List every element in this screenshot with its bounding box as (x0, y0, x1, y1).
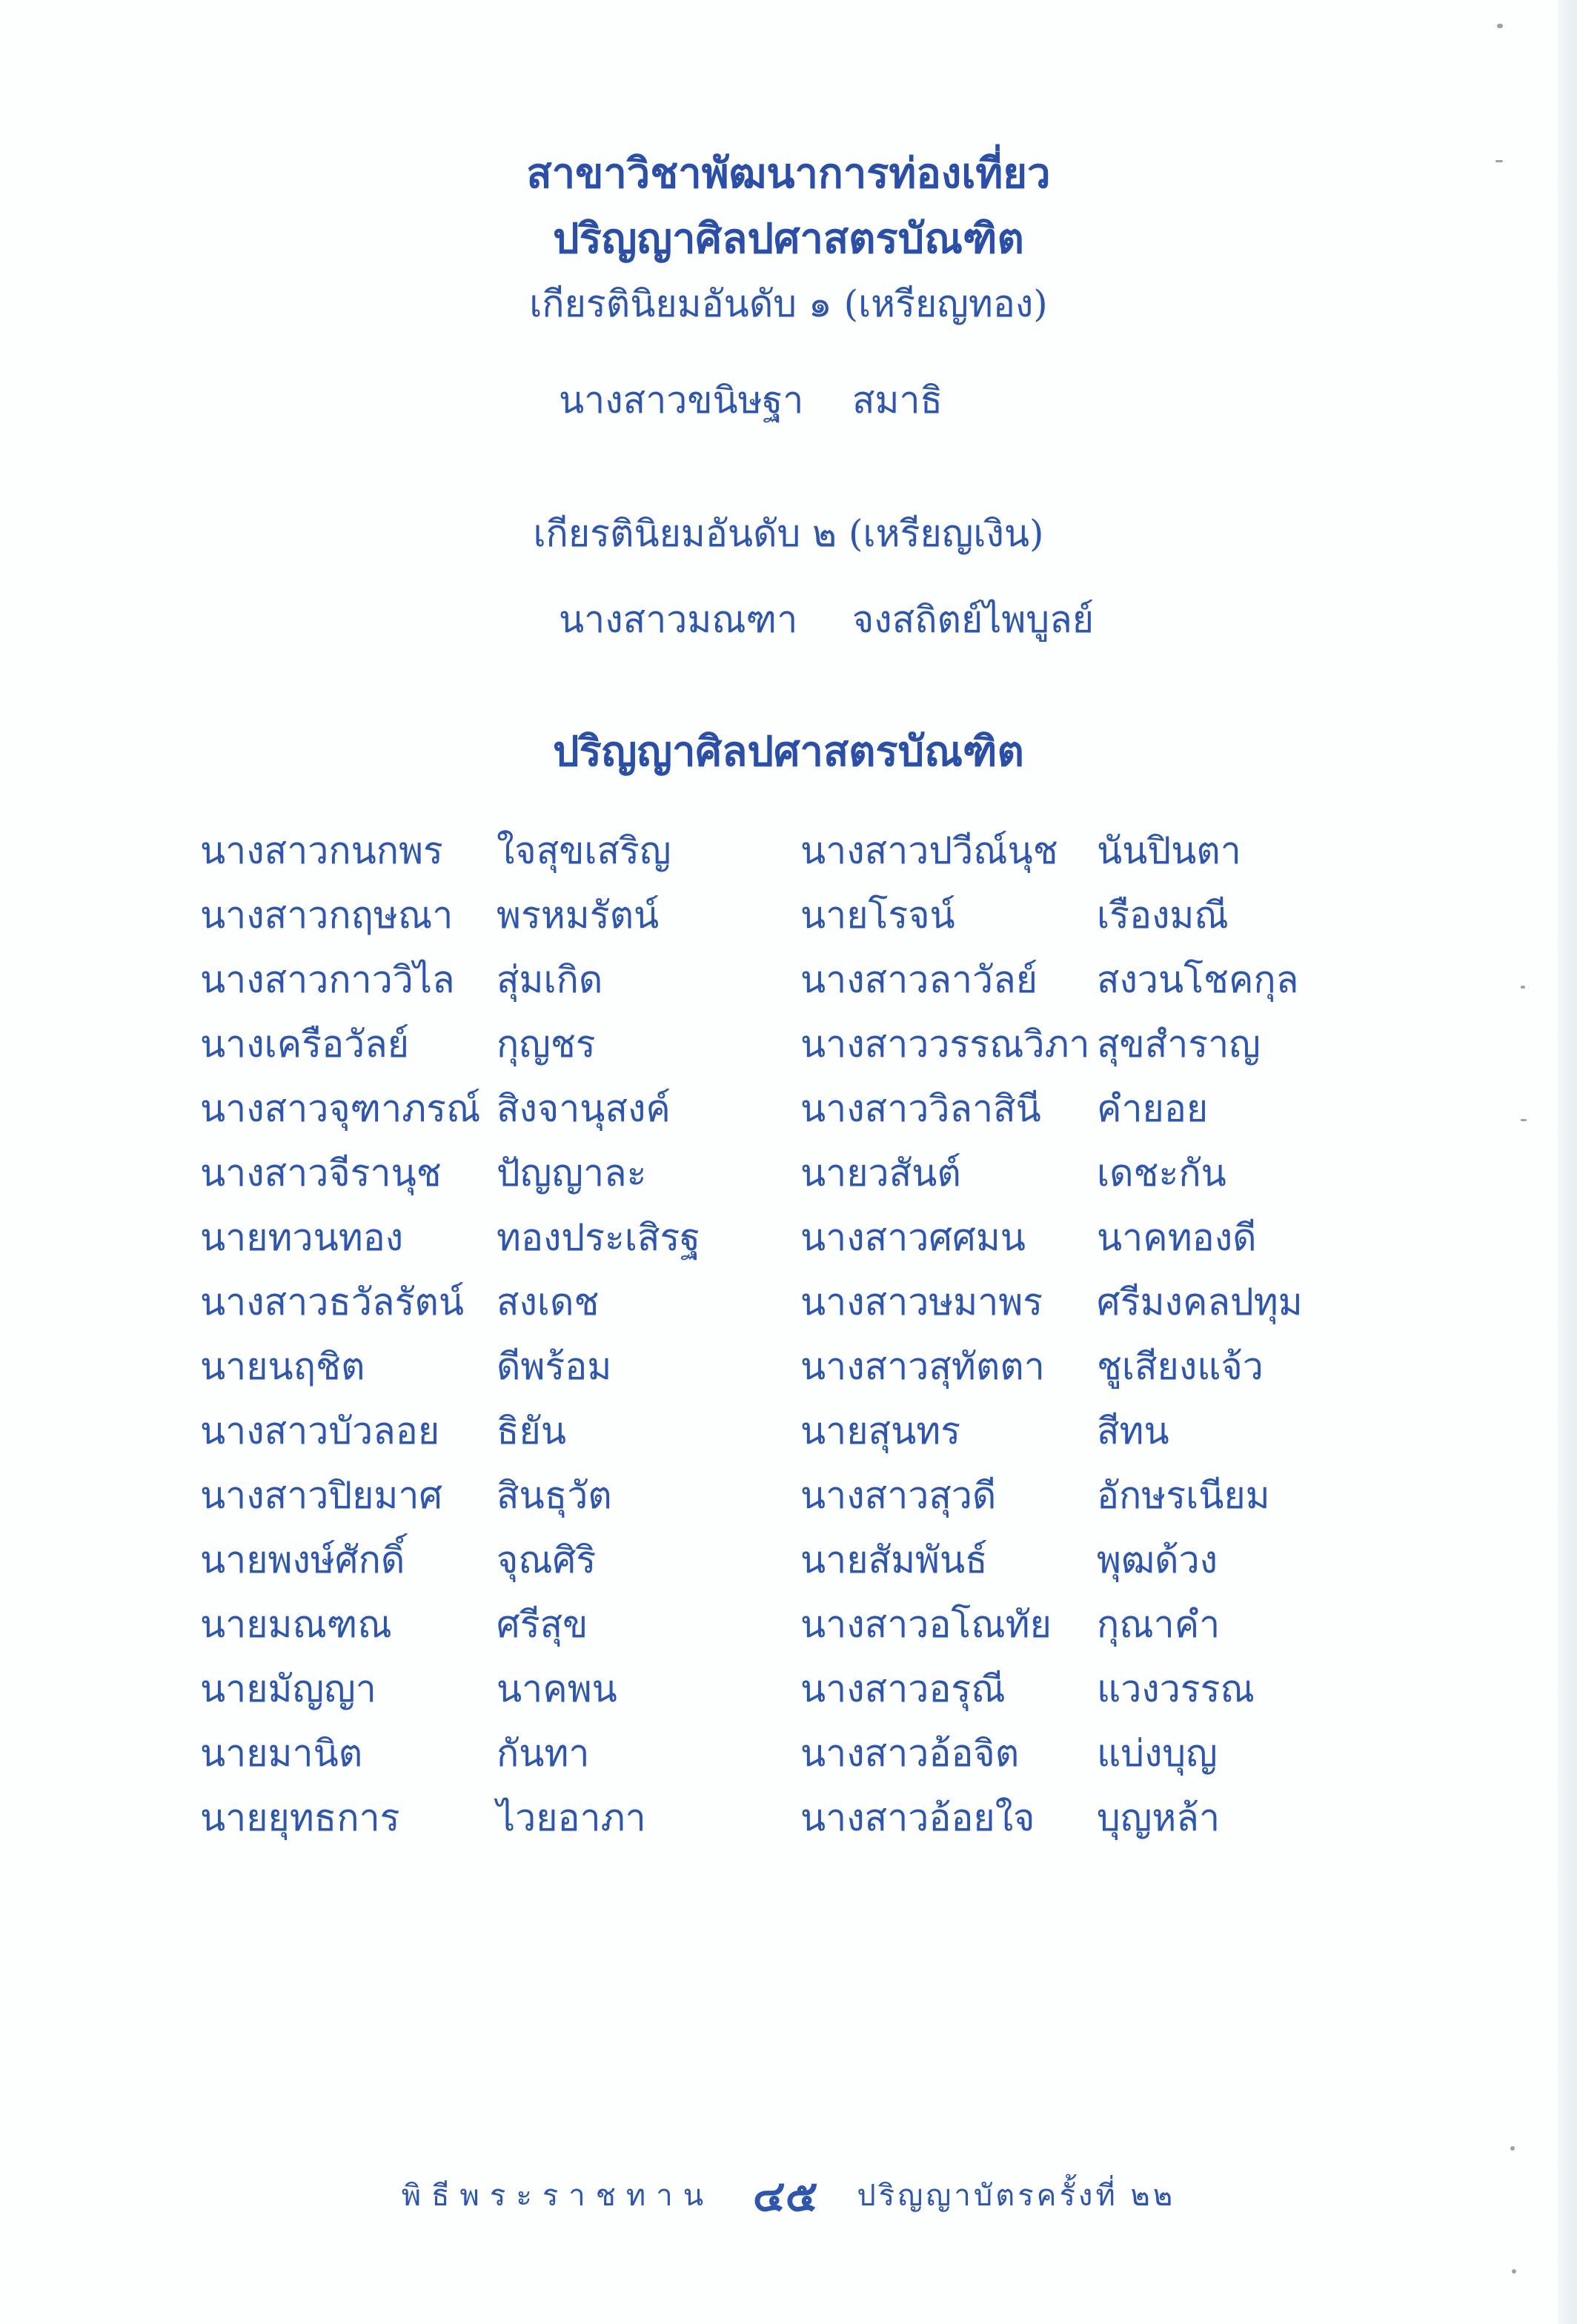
graduate-surname-left: กุญชร (497, 1023, 596, 1066)
graduate-title-name-right: นางสาวอโณทัย (800, 1603, 1052, 1646)
graduate-surname-right: สุขสำราญ (1097, 1023, 1261, 1066)
degree-title: ปริญญาศิลปศาสตรบัณฑิต (553, 214, 1024, 263)
graduate-title-name-left: นางสาวปิยมาศ (200, 1474, 443, 1517)
graduate-surname-right: เดชะกัน (1097, 1152, 1226, 1195)
graduate-row (200, 1208, 1356, 1272)
graduate-title-name-left: นายทวนทอง (200, 1216, 404, 1259)
graduate-title-name-left: นายพงษ์ศักดิ์ (200, 1538, 405, 1581)
graduate-title-name-right: นายสุนทร (800, 1410, 961, 1452)
graduate-title-name-right: นางสาวลาวัลย์ (800, 958, 1038, 1001)
graduate-surname-right: กุณาคำ (1097, 1603, 1221, 1646)
graduate-title-name-right: นางสาวอ้อจิต (800, 1732, 1020, 1775)
page-number: ๔๕ (752, 2171, 818, 2221)
graduate-row (200, 1659, 1356, 1724)
graduate-title-name-left: นางเครือวัลย์ (200, 1023, 410, 1066)
honor-1-label: เกียรตินิยมอันดับ ๑ (เหรียญทอง) (529, 282, 1048, 325)
graduate-surname-left: สงเดช (497, 1281, 600, 1324)
graduate-row (200, 1595, 1356, 1659)
graduate-surname-right: สีทน (1097, 1410, 1169, 1452)
graduate-surname-left: นาคพน (497, 1667, 617, 1710)
graduate-surname-left: พรหมรัตน์ (497, 894, 660, 937)
graduate-row (200, 1337, 1356, 1401)
graduate-row (200, 1015, 1356, 1079)
graduate-title-name-right: นางสาวศศมน (800, 1216, 1026, 1259)
graduate-title-name-right: นางสาววิลาสินี (800, 1087, 1041, 1130)
graduate-surname-right: ชูเสียงแจ้ว (1097, 1345, 1264, 1388)
graduate-title-name-left: นายมานิต (200, 1732, 363, 1775)
honor-2-name: นางสาวมณฑา (559, 598, 798, 641)
graduate-surname-left: ธิยัน (497, 1410, 566, 1452)
graduate-title-name-right: นางสาวสุวดี (800, 1474, 997, 1517)
graduate-surname-left: ศรีสุข (497, 1603, 588, 1646)
graduate-surname-right: บุญหล้า (1097, 1796, 1221, 1839)
scan-speck (1497, 24, 1503, 28)
graduate-list (200, 821, 1356, 1853)
graduate-surname-right: สงวนโชคกุล (1097, 958, 1299, 1001)
graduate-surname-left: สุ่มเกิด (497, 958, 603, 1001)
honor-2-block (0, 501, 1577, 566)
section-title: ปริญญาศิลปศาสตรบัณฑิต (553, 727, 1024, 776)
graduate-surname-right: พุฒด้วง (1097, 1538, 1218, 1581)
graduate-row (200, 886, 1356, 950)
graduate-surname-left: ทองประเสิรฐ (497, 1216, 700, 1259)
graduate-surname-right: นันปินตา (1097, 829, 1241, 872)
footer-ceremony: พิธีพระราชทาน (401, 2179, 714, 2213)
scan-speck (1495, 160, 1503, 162)
graduate-title-name-right: นายวสันต์ (800, 1152, 961, 1195)
graduate-title-name-left: นางสาวกนกพร (200, 829, 443, 872)
header (0, 141, 1577, 336)
graduate-surname-right: ศรีมงคลปทุม (1097, 1281, 1303, 1324)
graduate-surname-left: ใจสุขเสริญ (497, 829, 671, 872)
graduate-row (200, 950, 1356, 1015)
graduate-title-name-right: นางสาวสุทัตตา (800, 1345, 1045, 1388)
honor-1-surname: สมาธิ (852, 379, 943, 422)
graduate-row (200, 1724, 1356, 1788)
page-edge (1558, 0, 1577, 2324)
graduate-row (200, 1788, 1356, 1853)
scan-speck (1521, 986, 1525, 989)
graduate-surname-right: อักษรเนียม (1097, 1474, 1270, 1517)
honor-1-name: นางสาวขนิษฐา (559, 379, 804, 422)
graduate-title-name-right: นางสาวษมาพร (800, 1281, 1043, 1324)
graduate-title-name-right: นางสาวอรุณี (800, 1667, 1006, 1710)
graduate-row (200, 1079, 1356, 1143)
honor-2-surname: จงสถิตย์ไพบูลย์ (852, 598, 1095, 641)
graduate-title-name-left: นางสาวจุฑาภรณ์ (200, 1087, 481, 1130)
graduate-surname-right: แวงวรรณ (1097, 1667, 1255, 1710)
graduate-row (200, 1466, 1356, 1530)
graduate-title-name-left: นางสาวกาววิไล (200, 958, 455, 1001)
graduate-title-name-left: นางสาวกฤษณา (200, 894, 454, 937)
graduate-row (200, 821, 1356, 886)
graduate-title-name-left: นายนฤชิต (200, 1345, 365, 1388)
graduate-title-name-right: นางสาวปวีณ์นุช (800, 829, 1058, 872)
graduate-title-name-left: นายยุทธการ (200, 1796, 400, 1839)
graduate-title-name-left: นางสาวจีรานุช (200, 1152, 442, 1195)
scan-speck (1512, 2269, 1516, 2274)
graduate-surname-right: เรืองมณี (1097, 894, 1229, 937)
honor-2-label: เกียรตินิยมอันดับ ๒ (เหรียญเงิน) (533, 512, 1044, 555)
graduate-surname-left: กันทา (497, 1732, 590, 1775)
footer-degree-round: ปริญญาบัตรครั้งที่ ๒๒ (857, 2179, 1176, 2213)
graduate-title-name-left: นางสาวบัวลอย (200, 1410, 440, 1452)
footer (0, 2171, 1577, 2221)
graduate-title-name-right: นางสาวอ้อยใจ (800, 1796, 1035, 1839)
graduate-title-name-right: นายโรจน์ (800, 894, 955, 937)
graduate-title-name-left: นายมณฑณ (200, 1603, 392, 1646)
graduate-title-name-left: นางสาวธวัลรัตน์ (200, 1281, 465, 1324)
graduate-title-name-right: นายสัมพันธ์ (800, 1538, 988, 1581)
graduate-surname-left: ปัญญาละ (497, 1152, 647, 1195)
graduate-row (200, 1401, 1356, 1466)
graduate-title-name-right: นางสาววรรณวิภา (800, 1023, 1090, 1066)
graduate-surname-left: ดีพร้อม (497, 1345, 612, 1388)
graduate-row (200, 1530, 1356, 1595)
graduate-row (200, 1272, 1356, 1337)
graduate-row (200, 1143, 1356, 1208)
graduate-surname-right: คำยอย (1097, 1087, 1209, 1130)
graduate-title-name-left: นายมัญญา (200, 1667, 376, 1710)
scan-speck (1510, 2146, 1515, 2151)
department-title: สาขาวิชาพัฒนาการท่องเที่ยว (526, 149, 1051, 198)
graduate-surname-right: แบ่งบุญ (1097, 1732, 1218, 1775)
graduate-surname-left: สินธุวัต (497, 1474, 612, 1517)
graduate-surname-left: ไวยอาภา (497, 1796, 646, 1839)
scan-speck (1521, 1119, 1527, 1121)
graduate-surname-right: นาคทองดี (1097, 1216, 1257, 1259)
graduate-surname-left: สิงจานุสงค์ (497, 1087, 671, 1130)
graduate-surname-left: จุณศิริ (497, 1538, 597, 1581)
